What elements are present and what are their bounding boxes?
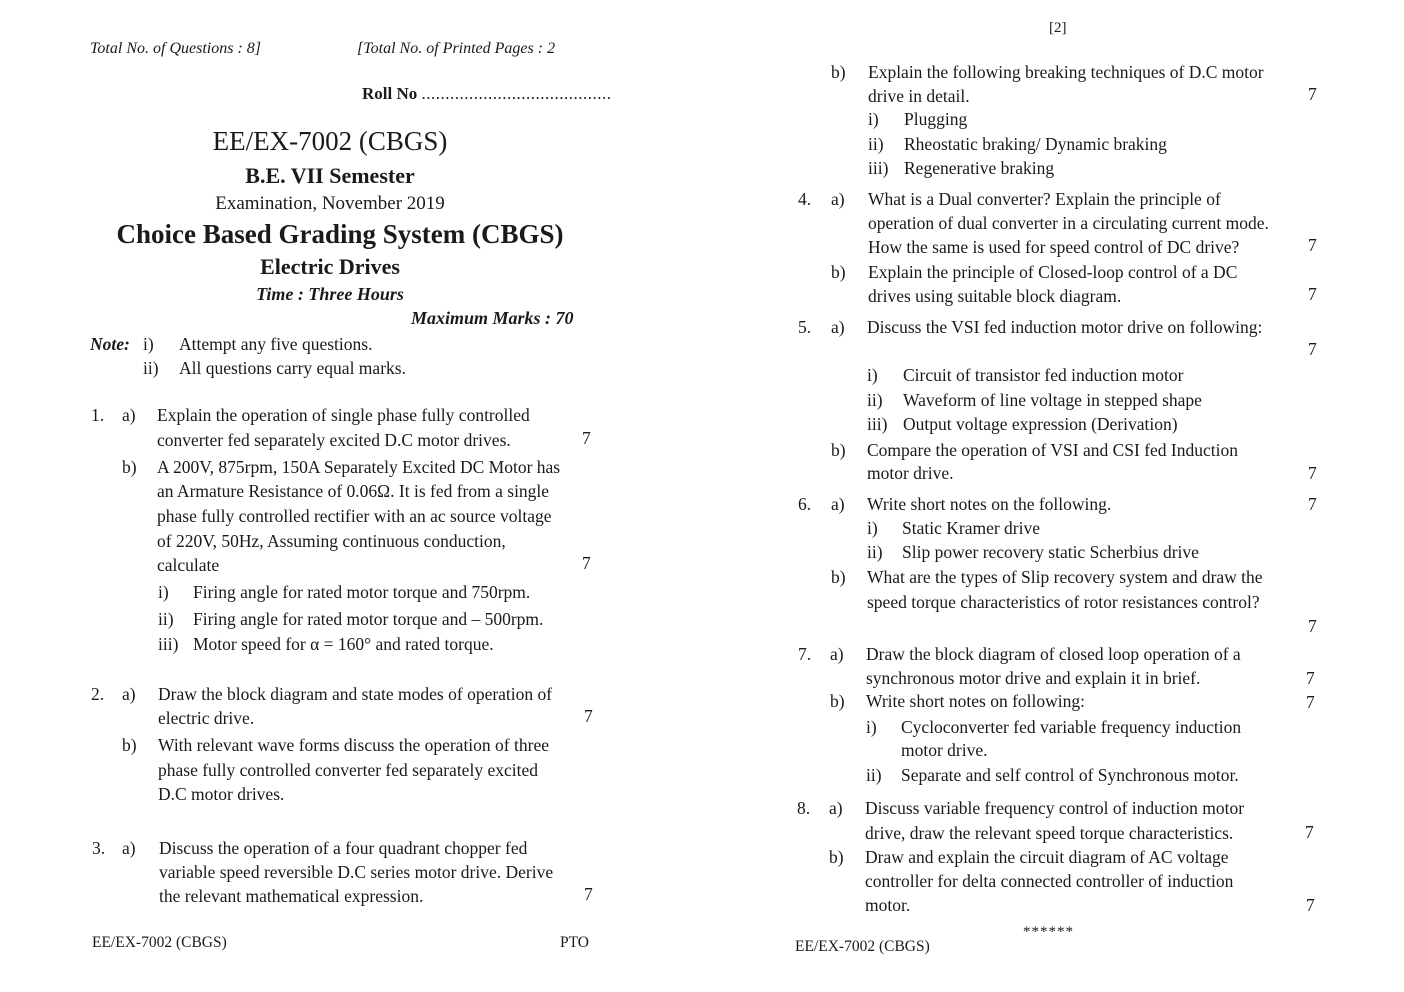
q8b-line-3: motor. bbox=[865, 895, 911, 915]
q6b-marks: 7 bbox=[1308, 616, 1317, 636]
q7b-i-line-1: Cycloconverter fed variable frequency induction bbox=[901, 717, 1242, 737]
q4a-marks: 7 bbox=[1308, 235, 1317, 255]
page-1 bbox=[0, 0, 700, 992]
end-mark: ****** bbox=[1023, 924, 1074, 940]
q1b-marks: 7 bbox=[582, 553, 591, 573]
q1b-iii-num: iii) bbox=[158, 634, 179, 654]
note-2: All questions carry equal marks. bbox=[179, 358, 406, 378]
q5b-label: b) bbox=[831, 440, 846, 460]
time-allowed: Time : Three Hours bbox=[256, 284, 404, 304]
q4a-line-3: How the same is used for speed control of DC drive? bbox=[868, 237, 1240, 257]
q3a-label: a) bbox=[122, 838, 136, 858]
q6a-label: a) bbox=[831, 494, 845, 514]
q6a-ii: Slip power recovery static Scherbius drive bbox=[902, 542, 1199, 562]
q3a-line-3: the relevant mathematical expression. bbox=[159, 886, 424, 906]
q4b-label: b) bbox=[831, 262, 846, 282]
q2b-line-2: phase fully controlled converter fed separately excited bbox=[158, 760, 538, 780]
q4b-marks: 7 bbox=[1308, 284, 1317, 304]
q4a-line-1: What is a Dual converter? Explain the principle of bbox=[868, 189, 1221, 209]
grading-system: Choice Based Grading System (CBGS) bbox=[116, 219, 564, 249]
q7b-label: b) bbox=[830, 691, 845, 711]
q5b-marks: 7 bbox=[1308, 463, 1317, 483]
semester: B.E. VII Semester bbox=[245, 163, 415, 188]
q3b-i-num: i) bbox=[868, 109, 879, 129]
q5a-ii-num: ii) bbox=[867, 390, 883, 410]
q8a-line-2: drive, draw the relevant speed torque characteristics. bbox=[865, 823, 1234, 843]
footer-code: EE/EX-7002 (CBGS) bbox=[92, 934, 227, 951]
q5b-line-1: Compare the operation of VSI and CSI fed Induction bbox=[867, 440, 1238, 460]
q7a-line-2: synchronous motor drive and explain it in brief. bbox=[866, 668, 1201, 688]
q6a-i-num: i) bbox=[867, 518, 878, 538]
q2b-label: b) bbox=[122, 735, 137, 755]
q1b-line-3: phase fully controlled rectifier with an ac source voltage bbox=[157, 506, 552, 526]
q4-num: 4. bbox=[798, 189, 812, 209]
q3b-iii-num: iii) bbox=[868, 158, 889, 178]
footer-code-right: EE/EX-7002 (CBGS) bbox=[795, 938, 930, 955]
q1b-ii: Firing angle for rated motor torque and – 500rpm. bbox=[193, 609, 544, 629]
footer-pto: PTO bbox=[560, 934, 590, 951]
q6a-ii-num: ii) bbox=[867, 542, 883, 562]
examination: Examination, November 2019 bbox=[215, 193, 445, 214]
q6a-i: Static Kramer drive bbox=[902, 518, 1041, 538]
q7b-marks: 7 bbox=[1306, 692, 1315, 712]
q3b-marks: 7 bbox=[1308, 84, 1317, 104]
q2a-line-2: electric drive. bbox=[158, 708, 255, 728]
q5a-iii-num: iii) bbox=[867, 414, 888, 434]
q2a-label: a) bbox=[122, 684, 136, 704]
note-1-num: i) bbox=[143, 334, 154, 354]
q8b-line-2: controller for delta connected controller of induction bbox=[865, 871, 1234, 891]
q1b-line-4: of 220V, 50Hz, Assuming continuous conduction, bbox=[157, 531, 506, 551]
q1b-i: Firing angle for rated motor torque and 750rpm. bbox=[193, 582, 531, 602]
q3a-line-1: Discuss the operation of a four quadrant chopper fed bbox=[159, 838, 528, 858]
q8a-marks: 7 bbox=[1305, 822, 1314, 842]
page-number: [2] bbox=[1049, 20, 1067, 36]
q5a-i: Circuit of transistor fed induction motor bbox=[903, 365, 1184, 385]
q3b-iii: Regenerative braking bbox=[904, 158, 1055, 178]
q5-num: 5. bbox=[798, 317, 812, 337]
total-questions: Total No. of Questions : 8] bbox=[90, 40, 261, 57]
printed-pages: [Total No. of Printed Pages : 2 bbox=[357, 40, 556, 57]
q4a-label: a) bbox=[831, 189, 845, 209]
q3b-line-2: drive in detail. bbox=[868, 86, 970, 106]
q1-num: 1. bbox=[91, 405, 105, 425]
max-marks: Maximum Marks : 70 bbox=[411, 308, 574, 328]
q7a-line-1: Draw the block diagram of closed loop operation of a bbox=[866, 644, 1241, 664]
subject: Electric Drives bbox=[260, 254, 400, 279]
q5b-line-2: motor drive. bbox=[867, 463, 954, 483]
note-label: Note: bbox=[90, 334, 130, 354]
q6a-marks: 7 bbox=[1308, 494, 1317, 514]
q3a-line-2: variable speed reversible D.C series motor drive. Derive bbox=[159, 862, 554, 882]
q7a-label: a) bbox=[830, 644, 844, 664]
q1b-line-5: calculate bbox=[157, 555, 220, 575]
q7b-i-line-2: motor drive. bbox=[901, 740, 988, 760]
q5a-i-num: i) bbox=[867, 365, 878, 385]
q1b-line-1: A 200V, 875rpm, 150A Separately Excited DC Motor has bbox=[157, 457, 561, 477]
q2-num: 2. bbox=[91, 684, 105, 704]
q3b-label: b) bbox=[831, 62, 846, 82]
q5a-ii: Waveform of line voltage in stepped shape bbox=[903, 390, 1202, 410]
q4a-line-2: operation of dual converter in a circulating current mode. bbox=[868, 213, 1269, 233]
q1a-line-2: converter fed separately excited D.C motor drives. bbox=[157, 430, 511, 450]
q1a-marks: 7 bbox=[582, 428, 591, 448]
q8b-marks: 7 bbox=[1306, 895, 1315, 915]
q7-num: 7. bbox=[798, 644, 812, 664]
q1b-label: b) bbox=[122, 457, 137, 477]
q5a-marks: 7 bbox=[1308, 339, 1317, 359]
q1a-line-1: Explain the operation of single phase fully controlled bbox=[157, 405, 530, 425]
q8b-label: b) bbox=[829, 847, 844, 867]
q3b-i: Plugging bbox=[904, 109, 968, 129]
q3a-marks: 7 bbox=[584, 884, 593, 904]
note-1: Attempt any five questions. bbox=[179, 334, 373, 354]
q5a-iii: Output voltage expression (Derivation) bbox=[903, 414, 1178, 434]
q2a-marks: 7 bbox=[584, 706, 593, 726]
paper-code: EE/EX-7002 (CBGS) bbox=[212, 126, 448, 156]
q1a-label: a) bbox=[122, 405, 136, 425]
roll-no-label: Roll No bbox=[362, 84, 418, 103]
q3b-ii: Rheostatic braking/ Dynamic braking bbox=[904, 134, 1167, 154]
q7b-line-1: Write short notes on following: bbox=[866, 691, 1085, 711]
q7b-ii-num: ii) bbox=[866, 765, 882, 785]
q5a-line-1: Discuss the VSI fed induction motor drive on following: bbox=[867, 317, 1263, 337]
q2b-line-1: With relevant wave forms discuss the operation of three bbox=[158, 735, 549, 755]
q6b-line-2: speed torque characteristics of rotor resistances control? bbox=[867, 592, 1260, 612]
q4b-line-2: drives using suitable block diagram. bbox=[868, 286, 1122, 306]
q1b-ii-num: ii) bbox=[158, 609, 174, 629]
q7b-ii: Separate and self control of Synchronous motor. bbox=[901, 765, 1239, 785]
q8-num: 8. bbox=[797, 798, 811, 818]
q7b-i-num: i) bbox=[866, 717, 877, 737]
roll-no-blank: ........................................ bbox=[421, 84, 612, 103]
q5a-label: a) bbox=[831, 317, 845, 337]
q7a-marks: 7 bbox=[1306, 668, 1315, 688]
q3b-ii-num: ii) bbox=[868, 134, 884, 154]
q8b-line-1: Draw and explain the circuit diagram of AC voltage bbox=[865, 847, 1229, 867]
q3b-line-1: Explain the following breaking techniques of D.C motor bbox=[868, 62, 1264, 82]
q2a-line-1: Draw the block diagram and state modes of operation of bbox=[158, 684, 553, 704]
q8a-label: a) bbox=[829, 798, 843, 818]
q1b-line-2: an Armature Resistance of 0.06Ω. It is fed from a single bbox=[157, 481, 550, 501]
page-2 bbox=[700, 0, 1404, 992]
q6b-label: b) bbox=[831, 567, 846, 587]
q6a-line-1: Write short notes on the following. bbox=[867, 494, 1112, 514]
q3-num: 3. bbox=[92, 838, 106, 858]
q2b-line-3: D.C motor drives. bbox=[158, 784, 285, 804]
q8a-line-1: Discuss variable frequency control of induction motor bbox=[865, 798, 1245, 818]
q1b-i-num: i) bbox=[158, 582, 169, 602]
roll-no bbox=[362, 84, 612, 104]
note-2-num: ii) bbox=[143, 358, 159, 378]
q1b-iii: Motor speed for α = 160° and rated torque. bbox=[193, 634, 494, 654]
q6-num: 6. bbox=[798, 494, 812, 514]
q4b-line-1: Explain the principle of Closed-loop control of a DC bbox=[868, 262, 1238, 282]
q6b-line-1: What are the types of Slip recovery system and draw the bbox=[867, 567, 1263, 587]
